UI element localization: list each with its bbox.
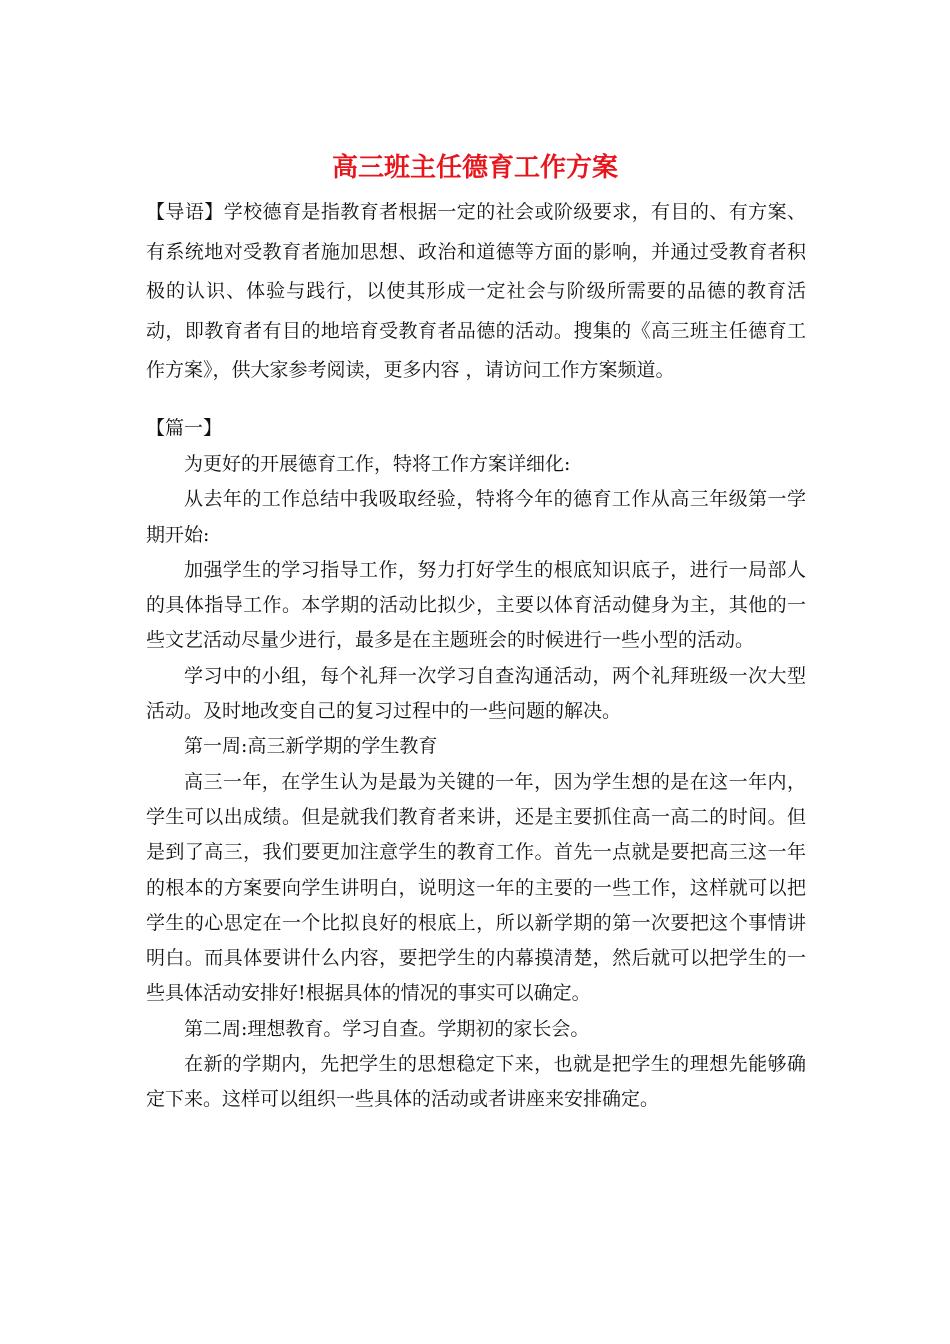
document-body <box>146 447 806 1118</box>
body-paragraph: 从去年的工作总结中我吸取经验，特将今年的德育工作从高三年级第一学期开始: <box>146 488 806 546</box>
body-paragraph: 加强学生的学习指导工作，努力打好学生的根底知识底子，进行一局部人的具体指导工作。本学期的活动比拟少，主要以体育活动健身为主，其他的一些文艺活动尽量少进行，最多是在主题班会的时候进行一些小型的活动。 <box>146 558 806 652</box>
section-label: 【篇一】 <box>146 417 223 439</box>
week-heading: 第一周:高三新学期的学生教育 <box>184 735 438 758</box>
body-paragraph: 高三一年，在学生认为是最为关键的一年，因为学生想的是在这一年内，学生可以出成绩。但是就我们教育者来讲，还是主要抓住高一高二的时间。但是到了高三，我们要更加注意学生的教育工作。首先一点就是要把高三这一年的根本的方案要向学生讲明白，说明这一年的主要的一些工作，这样就可以把学生的心思定在一个比拟良好的根底上，所以新学期的第一次要把这个事情讲明白。而具体要讲什么内容，要把学生的内幕摸清楚，然后就可以把学生的一些具体活动安排好!根据具体的情况的事实可以确定。 <box>146 770 806 1005</box>
document-title: 高三班主任德育工作方案 <box>331 153 618 183</box>
body-paragraph: 在新的学期内，先把学生的思想稳定下来，也就是把学生的理想先能够确定下来。这样可以组织一些具体的活动或者讲座来安排确定。 <box>146 1053 806 1111</box>
intro-paragraph: 【导语】学校德育是指教育者根据一定的社会或阶级要求，有目的、有方案、有系统地对受教育者施加思想、政治和道德等方面的影响，并通过受教育者积极的认识、体验与践行，以使其形成一定社会与阶级所需要的品德的教育活动，即教育者有目的地培育受教育者品德的活动。搜集的《高三班主任德育工作方案》，供大家参考阅读，更多内容 ，请访问工作方案频道。 <box>146 201 806 381</box>
body-paragraph: 学习中的小组，每个礼拜一次学习自查沟通活动，两个礼拜班级一次大型活动。及时地改变自己的复习过程中的一些问题的解决。 <box>146 664 806 723</box>
week-heading: 第二周:理想教育。学习自查。学期初的家长会。 <box>184 1017 590 1040</box>
body-paragraph: 为更好的开展德育工作，特将工作方案详细化: <box>184 453 571 475</box>
